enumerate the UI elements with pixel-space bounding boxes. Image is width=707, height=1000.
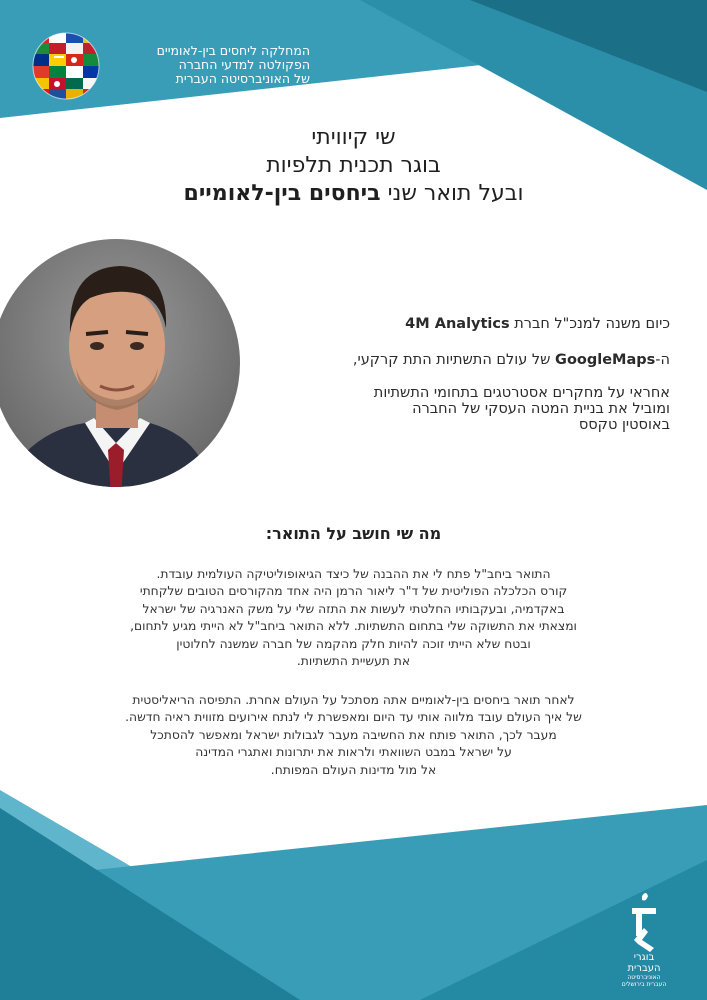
bio-line-1	[260, 316, 670, 333]
paragraph-2	[40, 692, 667, 779]
department-name	[110, 44, 310, 86]
bio-line-3: אחראי על מחקרים אסטרטגים בתחומי התשתיות	[373, 385, 670, 401]
department-line-1: המחלקה ליחסים בין-לאומיים	[156, 43, 310, 58]
paragraph-1-line: ובטח שלא הייתי זוכה להיות חלק מהקמה של חברה שמשנה לחלוטין	[176, 636, 531, 651]
paragraph-1-line: קורס הכלכלה הפוליטית של ד"ר ליאור הרמן היה אחד מהקורסים הטובים שלקחתי	[139, 584, 568, 599]
paragraph-2-line: אל מול מדינות העולם המפותח.	[270, 762, 437, 777]
paragraph-1-line: התואר ביחב"ל פתח לי את ההבנה של כיצד הגיאופוליטיקה העולמית עובדת.	[156, 567, 551, 581]
logo-line-2: העברית	[627, 963, 661, 974]
bio-company: 4M Analytics	[405, 316, 510, 332]
title-name: שי קיוויתי	[311, 125, 396, 150]
bio-line-5: באוסטין טקסס	[578, 417, 670, 433]
paragraph-1-line: את תעשיית התשתיות.	[296, 654, 411, 669]
department-line-3: של האוניברסיטה העברית	[175, 71, 310, 86]
bio-googlemaps: GoogleMaps	[555, 352, 656, 368]
title-degree-prefix: ובעל תואר שני	[380, 181, 524, 206]
bio-suffix: של עולם התשתיות התת קרקעי,	[352, 352, 556, 368]
paragraph-1-line: ומצאתי את התשוקה שלי בתחום התשתיות. ללא התואר ביחב"ל לא הייתי מגיע לתחום,	[130, 619, 577, 634]
paragraph-2-line: לאחר תואר ביחסים בין-לאומיים אתה מסתכל על העולם אחרת. התפיסה הריאליסטית	[132, 693, 575, 707]
globe-flags-logo	[32, 32, 100, 100]
paragraph-2-line: מעבר לכך, התואר פותח את החשיבה מעבר לגבולות ישראל ומאפשר להסתכל	[150, 727, 557, 742]
logo-line-1: בוגרי	[633, 952, 655, 963]
paragraph-1-line: באקדמיה, ובעקבותיו החלטתי לעשות את התזה שלי על משק האנרגיה של ישראל	[142, 601, 565, 616]
title-degree	[0, 180, 707, 208]
section-heading: מה שי חושב על התואר:	[265, 524, 442, 543]
bio-line-4: ומוביל את בניית המטה העסקי של החברה	[412, 401, 670, 417]
logo-line-3: האוניברסיטה	[627, 974, 661, 981]
bio-prefix: ה-	[655, 352, 670, 368]
logo-text-primary	[600, 952, 688, 974]
bio-line-2	[260, 352, 670, 369]
paragraph-1	[40, 566, 667, 670]
title-program: בוגר תכנית תלפיות	[266, 153, 441, 178]
logo-text-secondary	[600, 974, 688, 988]
title-degree-field: ביחסים בין-לאומיים	[183, 181, 381, 206]
page-title	[0, 124, 707, 208]
paragraph-2-line: של איך העולם עובד מלווה אותי עד היום ומאפשרת לי לנתח אירועים מזווית ראיה חדשה.	[125, 710, 582, 725]
logo-line-4: העברית בירושלים	[621, 981, 667, 988]
paragraph-2-line: על ישראל במבט השוואתי ולראות את יתרונות ואתגרי המדינה	[195, 745, 512, 760]
bio-role: כיום משנה למנכ"ל חברת	[509, 316, 670, 332]
department-line-2: הפקולטה למדעי החברה	[178, 57, 310, 72]
portrait-photo	[0, 228, 242, 498]
